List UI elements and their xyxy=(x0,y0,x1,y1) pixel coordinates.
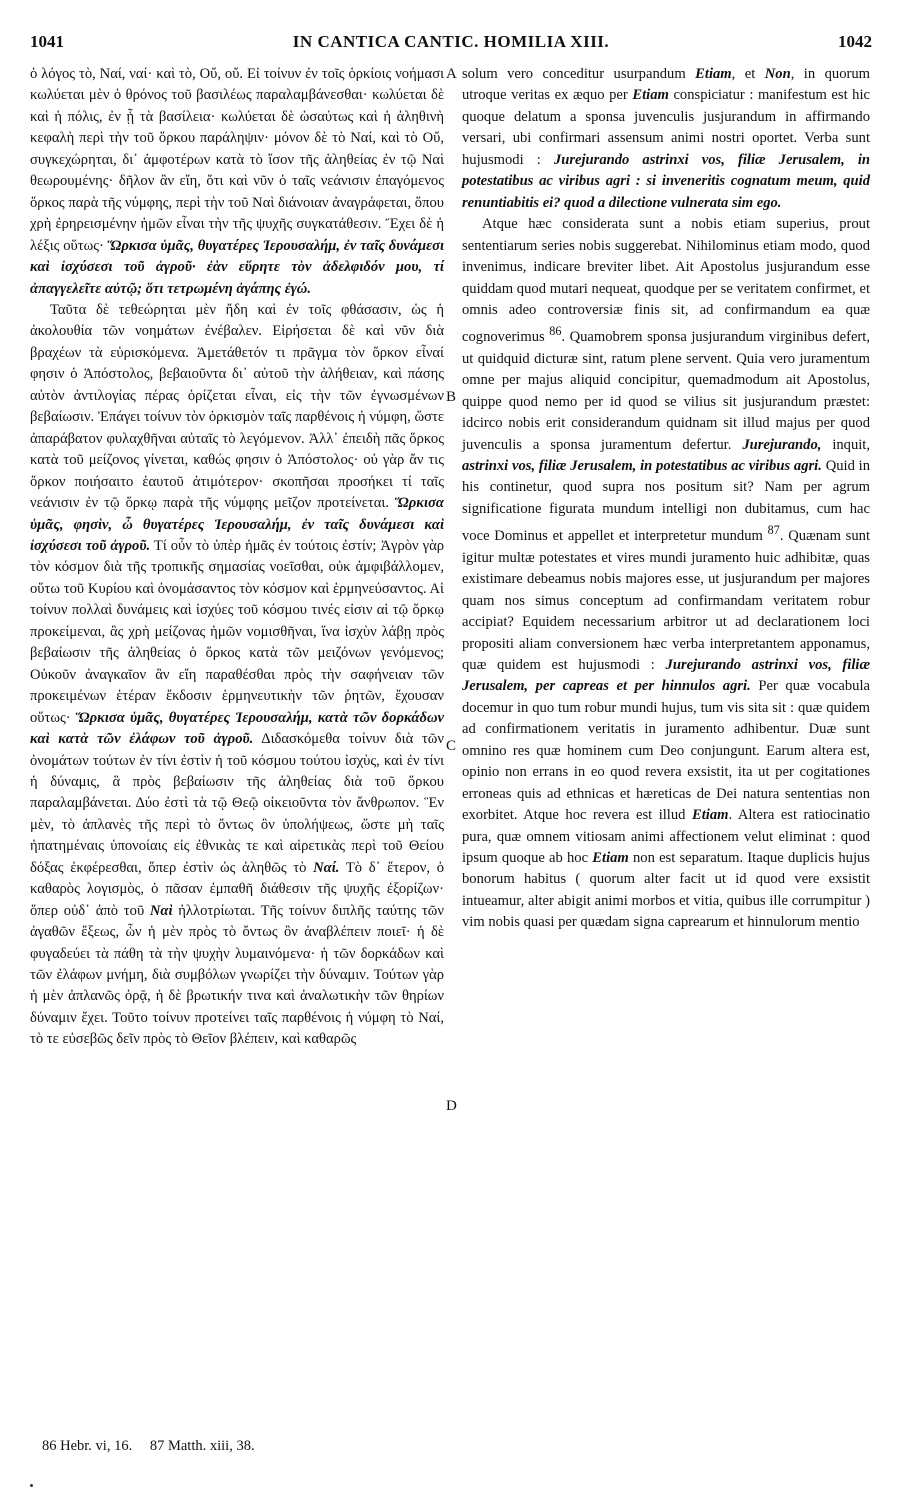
greek-paragraph-2: Ταῦτα δὲ τεθεώρηται μὲν ἤδη καὶ ἐν τοῖς φθάσασιν, ὡς ἡ ἀκολουθία τῶν νοημάτων ἐνέβαλεν. Εἰρήσεται δὲ καὶ νῦν διὰ βραχέων τὰ εὑρισκόμενα. Ἀμετάθετόν τι πρᾶγμα τὸν ὅρκον εἶναί φησιν ὁ Ἀπόστολος, βεβαιοῦντα δι᾽ αὐτοῦ τὴν ἀλήθειαν, καὶ πάσης αὐτὸν ἀντιλογίας πέρας ὁρίζεται εἶναι, εἰς τὴν τῶν ἐγνωσμένων βεβαίωσιν. Ἐπάγει τοίνυν τὸν ὁρκισμὸν ταῖς παρθένοις ἡ νύμφη, ὥστε ἀπαράβατον φυλαχθῆναι αὐταῖς τὸ λεγόμενον. Ἀλλ᾽ ἐπειδὴ πᾶς ὅρκος κατὰ τοῦ μείζονος γίνεται, καθώς φησιν ὁ Ἀπόστολος· οὐ γὰρ ἄν τις ὅρκον ποιήσαιτο ἑαυτοῦ ἀτιμότερον· σκοπῆσαι προσήκει τί ταῖς νεάνισιν ἐν τῷ ὅρκῳ παρὰ τῆς νύμφης μεῖζον προτείνεται. Ὥρκισα ὑμᾶς, φησὶν, ὦ θυγατέρες Ἱερουσαλήμ, ἐν ταῖς δυνάμεσι καὶ ἰσχύσεσι τοῦ ἀγροῦ. Τί οὖν τὸ ὑπὲρ ἡμᾶς ἐν τούτοις ἐστίν; Ἀγρὸν γὰρ τὸν κόσμον διὰ τῆς τροπικῆς σημασίας νοεῖσθαι, οὐκ ἀμφιβάλλομεν, οὕτω τοῦ Κυρίου καὶ ὀνομάσαντος τὸν κόσμον καὶ ἑρμηνεύσαντος. Αἱ τοίνυν πολλαὶ δυνάμεις καὶ ἰσχύες τοῦ κόσμου τινές εἰσιν αἱ τῷ ὅρκῳ προκείμεναι, ἃς χρὴ μείζονας ἡμῶν νομισθῆναι, ἵνα ἰσχὺν λάβῃ πρὸς βεβαίωσιν τῆς ἀληθείας ὁ ὅρκος κατὰ τῶν μειζόνων γενόμενος; Οὐκοῦν ἀναγκαῖον ἂν εἴη παραθέσθαι πρὸς τὴν σαφήνειαν τῶν προκειμένων ἑτέραν ἔκδοσιν ἑρμηνευτικὴν τῶν ῥητῶν, ἔχουσαν οὕτως· Ὥρκισα ὑμᾶς, θυγατέρες Ἱερουσαλήμ, κατὰ τῶν δορκάδων καὶ κατὰ τῶν ἐλάφων τοῦ ἀγροῦ. Διδασκόμεθα τοίνυν διὰ τῶν ὀνομάτων τούτων ἐν τίνι ἐστὶν ἡ τοῦ κόσμου τούτου ἰσχὺς, καὶ ἐν τίνι ἡ δύναμις, ἃ πρὸς βεβαίωσιν τῆς ἀληθείας διὰ τοῦ ὅρκου παραλαμβάνεται. Δύο ἐστὶ τὰ τῷ Θεῷ οἰκειοῦντα τὸν ἄνθρωπον. Ἓν μὲν, τὸ ἀπλανὲς τῆς περὶ τὸ ὄντως ὂν ὑπολήψεως, ὥστε μὴ ταῖς ἠπατημέναις ὑπονοίαις εἰς ἐθνικὰς τε καὶ αἱρετικὰς περὶ τοῦ Θείου δόξας ἐκφέρεσθαι, ὅπερ ἐστὶν ὡς ἀληθῶς τὸ Ναί. Τὸ δ᾽ ἕτερον, ὁ καθαρὸς λογισμὸς, ὁ πᾶσαν ἐμπαθῆ διάθεσιν τῆς ψυχῆς ἐξορίζων· ὅπερ οὐδ᾽ ἀπὸ τοῦ Ναὶ ἠλλοτρίωται. Τῆς τοίνυν διπλῆς ταύτης τῶν ἀγαθῶν ἕξεως, ὧν ἡ μὲν πρὸς τὸ ὄντως ὂν ἀναβλέπειν ποιεῖ· ἡ δὲ φυγαδεύει τὰ πάθη τὰ τὴν ψυχὴν λυμαινόμενα· ἡ τῶν δορκάδων καὶ τῶν ἐλάφων μνήμη, διὰ συμβόλων γνωρίζει τὴν δύναμιν. Τούτων γὰρ ἡ μὲν ἀπλανῶς ὁρᾷ, ἡ δὲ βρωτικήν τινα καὶ ἀναλωτικὴν τῶν θηρίων δύναμιν ἔχει. Τοῦτο τοίνυν προτείνει ταῖς παρθένοις ἡ νύμφη τὸ Ναί, τὸ τε εὐσεβῶς δεῖν πρὸς τὸ Θεῖον βλέπειν, καὶ καθαρῶς xyxy=(30,301,445,1048)
latin-quote: Jurejurando astrinxi vos, filiæ Jerusalem, per capreas et per hinnulos agri. xyxy=(462,656,870,695)
page-title: IN CANTICA CANTIC. HOMILIA XIII. xyxy=(292,32,610,51)
greek-paragraph-1: ὁ λόγος τὸ, Ναί, ναί· καὶ τὸ, Οὔ, οὔ. Εἰ τοίνυν ἐν τοῖς ὁρκίοις νοήμασι κωλύεται μὲν ὁ θρόνος τοῦ βασιλέως παραλαμβάνεσθαι· κωλύεται δὲ καὶ ἡ πόλις, ἐν ᾗ τὰ βασίλεια· κωλύεται δὲ ὡσαύτως καὶ ἡ ἀληθινὴ κεφαλὴ περὶ τὴν τοῦ ὅρκου παράληψιν· μόνον δὲ τὸ Ναί, καὶ τὸ Οὔ, συγκεχώρηται, δι᾽ ἀμφοτέρων κατὰ τὸ ἴσον τῆς ἀληθείας ἐν τῷ Ναὶ θεωρουμένης· δῆλον ἂν εἴη, ὅτι καὶ νῦν ὁ ταῖς νεάνισιν ἐπαγόμενος ὅρκος παρὰ τῆς νύμφης, περὶ τὴν τοῦ Ναὶ διάνοιαν ἀναγράφεται, ὅπου χρὴ ἐρηρεισμένην ἡμῶν εἶναι τὴν τῆς ψυχῆς συγκατάθεσιν. Ἔχει δὲ ἡ λέξις οὕτως· Ὥρκισα ὑμᾶς, θυγατέρες Ἱερουσαλήμ, ἐν ταῖς δυνάμεσι καὶ ἰσχύσεσι τοῦ ἀγροῦ· ἐὰν εὕρητε τὸν ἀδελφιδόν μου, τί ἀπαγγελεῖτε αὐτῷ; ὅτι τετρωμένη ἀγάπης ἐγώ. xyxy=(30,66,444,297)
greek-quote: Ὥρκισα ὑμᾶς, θυγατέρες Ἱερουσαλήμ, ἐν ταῖς δυνάμεσι καὶ ἰσχύσεσι τοῦ ἀγροῦ· ἐὰν εὕρητε τὸν ἀδελφιδόν μου, τί ἀπαγγελεῖτε αὐτῷ; ὅτι τετρωμένη ἀγάπης ἐγώ. xyxy=(30,237,444,297)
footnote-ref-87: 87 xyxy=(767,523,780,538)
latin-paragraph-1: solum vero conceditur usurpandum Etiam, et Non, in quorum utroque veritas ex æquo per Etiam conspiciatur : manifestum est hic quoque delatum a sponsa juvenculis jusjurandum in affirmando versari, ubi confirmari assensum animi nostri oportet. Verba sunt hujusmodi : Jurejurando astrinxi vos, filiæ Jerusalem, in potestatibus ac viribus agri : si inveneritis cognatum meum, quid renuntiabitis ei? quod a dilectione vulnerata sim ego. xyxy=(462,66,871,211)
scan-speck xyxy=(30,1484,33,1487)
footnotes xyxy=(42,1438,255,1455)
greek-column xyxy=(30,64,444,1051)
footnote-87: 87 Matth. xiii, 38. xyxy=(149,1438,255,1454)
footnote-86: 86 Hebr. vi, 16. xyxy=(42,1438,133,1454)
page-number-right: 1042 xyxy=(838,32,872,51)
running-header xyxy=(30,32,872,58)
greek-quote: Ὥρκισα ὑμᾶς, θυγατέρες Ἱερουσαλήμ, κατὰ τῶν δορκάδων καὶ κατὰ τῶν ἐλάφων τοῦ ἀγροῦ. xyxy=(30,709,444,748)
section-marker-d: D xyxy=(446,1098,457,1114)
greek-quote: Ὥρκισα ὑμᾶς, φησὶν, ὦ θυγατέρες Ἱερουσαλήμ, ἐν ταῖς δυνάμεσι καὶ ἰσχύσεσι τοῦ ἀγροῦ. xyxy=(30,495,444,554)
footnote-ref-86: 86 xyxy=(549,324,562,339)
section-marker-b: B xyxy=(446,389,457,405)
page-number-left: 1041 xyxy=(30,32,64,51)
latin-column xyxy=(462,64,870,934)
latin-paragraph-2: Atque hæc considerata sunt a nobis etiam superius, prout sententiarum series nobis suggerebat. Nihilominus etiam modo, quod invenimus, indicare breviter libet. Ait Apostolus jusjurandum esse quiddam quod mutari nequeat, quodque per se veritatem confirmet, et omnis adeo controversiæ finis sit, ad confirmandum ea quæ cognoverimus $^{86}$. Quamobrem sponsa jusjurandum virginibus defert, ut quidquid dicturæ sint, ratum plene servent. Quia vero juramentum omne per majus aliquid concipitur, quemadmodum ait Apostolus, quippe quod nemo per id quod se vilius sit jusjurandum præstet: idcirco nobis erit considerandum quidnam sit illud majus per quod juvenculis a sponsa juramentum defertur. Jurejurando, inquit, astrinxi vos, filiæ Jerusalem, in potestatibus ac viribus agri. Quid in his continetur, quod supra nos positum sit? Nam per agrum significatione figurata mundum intelligi non dubitamus, cum hac voce Dominus et appellet et interpretetur mundum $^{87}$. Quænam sunt igitur multæ potestates et vires mundi juramento huic adhibitæ, quas existimare debeamus nobis majores esse, ut jusjurandum per majores quam nos simus conceptum ad confirmandam veritatem robur accipiat? Equidem necessarium arbitror ut ad declarationem loci propositi aliam conversionem hæc verba interpretantem apponamus, quæ quidem est hujusmodi : Jurejurando astrinxi vos, filiæ Jerusalem, per capreas et per hinnulos agri. Per quæ vocabula docemur in quo tum robur mundi hujus, tum vis sita sit : quæ quidem ad confirmationem veritatis in juramento adhibentur. Duæ sunt omnino res quæ hominem cum Deo conjungunt. Earum altera est, opinio non errans in eo quod revera exsistit, ita ut per cogitationes erroneas quis ad ethnicas et hæreticas de Dei natura sententias non exorbitet. Atque hoc revera est illud Etiam. Altera est ratiocinatio pura, quæ omnem vitiosam animi affectionem velut eliminat : quod ipsum quoque ab hoc Etiam non est separatum. Itaque duplicis hujus bonorum habitus ( quorum alter facit ut id quod vere exsistit intueamur, alter abigit animi morbos et vitia, quibus ille corrumpitur ) vim nobis quasi per quædam signa caprearum et hinnulorum mentio xyxy=(462,216,871,931)
section-marker-c: C xyxy=(446,738,457,754)
section-marker-a: A xyxy=(446,66,457,82)
latin-quote: astrinxi vos, filiæ Jerusalem, in potestatibus ac viribus agri. xyxy=(462,458,822,475)
latin-quote: Jurejurando astrinxi vos, filiæ Jerusalem, in potestatibus ac viribus agri : si inveneritis cognatum meum, quid renuntiabitis ei? quod a dilectione vulnerata sim ego. xyxy=(462,151,870,211)
